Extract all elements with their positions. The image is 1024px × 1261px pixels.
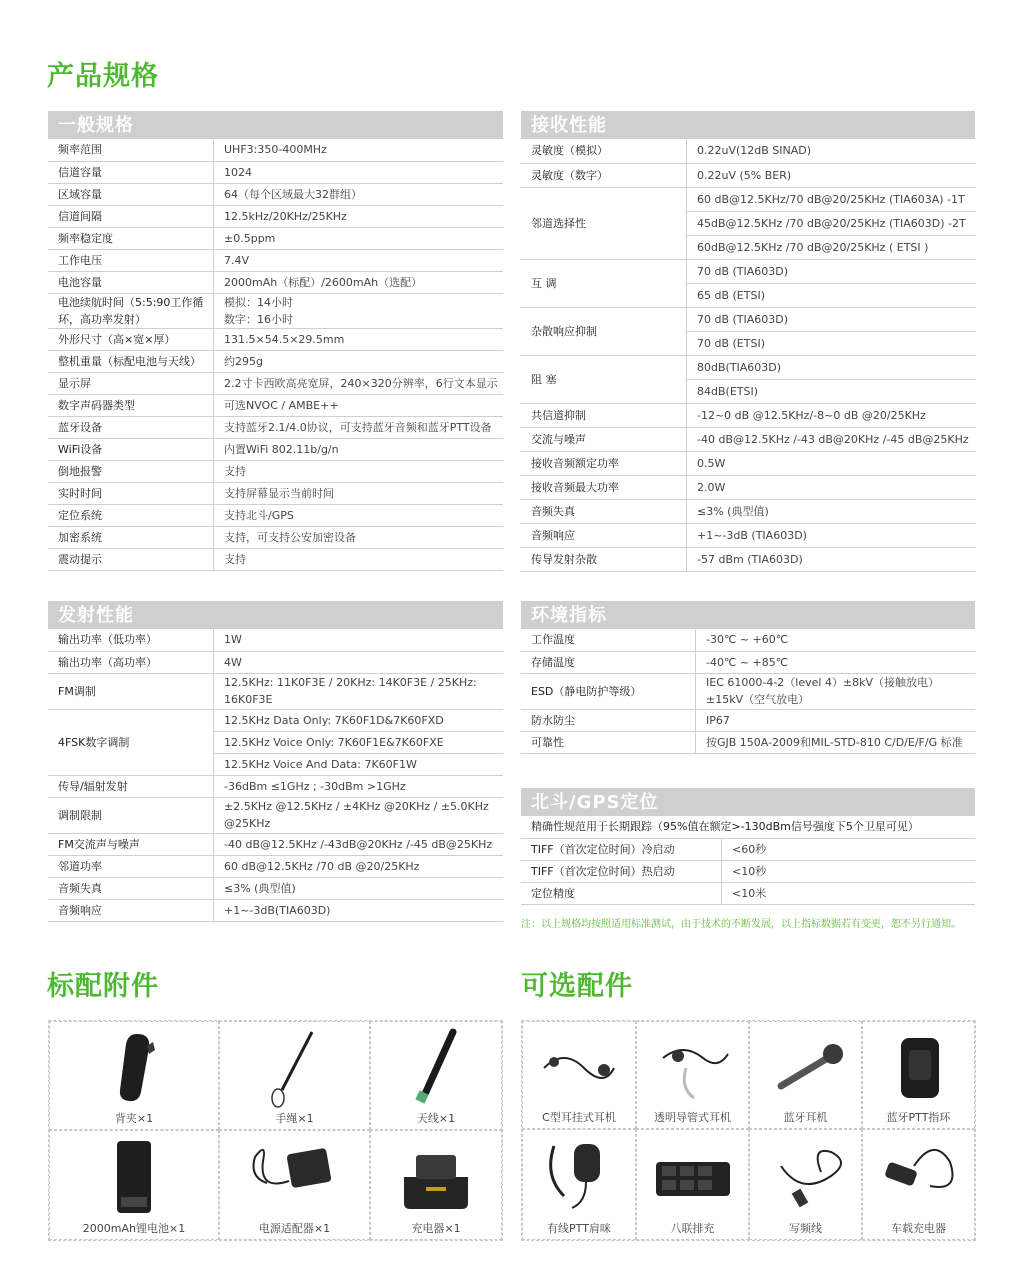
spec-label: 频率稳定度 (48, 227, 214, 249)
accessory-battery (49, 1130, 219, 1240)
spec-row (48, 855, 503, 877)
transmit-spec-section (48, 601, 503, 922)
general-spec-heading: 一般规格 (48, 111, 503, 139)
spec-label: 调制限制 (48, 797, 214, 833)
spec-row (48, 899, 503, 921)
spec-label: 信道间隔 (48, 205, 214, 227)
spec-value: ±0.5ppm (214, 227, 504, 249)
spec-row (521, 355, 975, 379)
spec-value: 支持屏幕显示当前时间 (214, 482, 504, 504)
spec-value: 2.2寸卡西欧高亮宽屏，240×320分辨率，6行文本显示 (214, 372, 504, 394)
spec-value: 内置WiFi 802.11b/g/n (214, 438, 504, 460)
spec-value: 1024 (214, 161, 504, 183)
spec-row (521, 651, 975, 673)
spec-value: -30℃ ~ +60℃ (696, 629, 976, 651)
spec-value: -40 dB@12.5KHz /-43 dB@20KHz /-45 dB@25KHz (687, 427, 976, 451)
spec-label: 输出功率（低功率） (48, 629, 214, 651)
optional-programming-cable (749, 1129, 862, 1240)
spec-label: 阻 塞 (521, 355, 687, 403)
accessory-antenna (370, 1021, 502, 1130)
optional-tube-earphone (636, 1021, 749, 1129)
spec-row (48, 877, 503, 899)
spec-row (48, 673, 503, 709)
optional-shoulder-mic (522, 1129, 636, 1240)
belt-clip-icon (99, 1028, 169, 1108)
spec-label: 杂散响应抑制 (521, 307, 687, 355)
spec-value: 1W (214, 629, 504, 651)
spec-row (48, 249, 503, 271)
spec-row (521, 860, 975, 882)
spec-label: 邻道功率 (48, 855, 214, 877)
spec-row (48, 526, 503, 548)
accessory-label: 有线PTT肩咪 (547, 1222, 611, 1235)
spec-value: +1~-3dB (TIA603D) (687, 523, 976, 547)
spec-label: 4FSK数字调制 (48, 709, 214, 775)
spec-value: 70 dB (ETSI) (687, 331, 976, 355)
accessory-label: 2000mAh锂电池×1 (82, 1222, 186, 1235)
spec-row (48, 548, 503, 570)
car-charger-icon (874, 1136, 964, 1216)
spec-label: 灵敏度（数字） (521, 163, 687, 187)
optional-bluetooth-headset (749, 1021, 862, 1129)
spec-value: 12.5KHz Voice And Data: 7K60F1W (214, 753, 504, 775)
standard-accessories-title: 标配附件 (47, 971, 159, 1002)
environment-spec-heading: 环境指标 (521, 601, 975, 629)
spec-label: 音频响应 (521, 523, 687, 547)
spec-value: -40 dB@12.5KHz /-43dB@20KHz /-45 dB@25KHz (214, 833, 504, 855)
spec-value: 4W (214, 651, 504, 673)
spec-row (48, 183, 503, 205)
spec-label: TIFF（首次定位时间）热启动 (521, 860, 722, 882)
spec-label: 工作电压 (48, 249, 214, 271)
spec-value: 65 dB (ETSI) (687, 283, 976, 307)
spec-label: 实时时间 (48, 482, 214, 504)
spec-value: 60 dB@12.5KHz /70 dB @20/25KHz (214, 855, 504, 877)
spec-row (48, 328, 503, 350)
spec-label: 邻道选择性 (521, 187, 687, 259)
spec-value: 0.5W (687, 451, 976, 475)
spec-row (48, 709, 503, 731)
footnote: 注：以上规格均按照适用标准测试，由于技术的不断发展，以上指标数据若有变更，恕不另行通知。 (521, 919, 961, 930)
spec-value: 模拟：14小时 数字：16小时 (214, 293, 504, 328)
hand-strap-icon (260, 1028, 330, 1108)
accessory-label: 蓝牙耳机 (783, 1111, 828, 1124)
spec-value: 约295g (214, 350, 504, 372)
spec-value: IP67 (696, 709, 976, 731)
spec-value: 支持蓝牙2.1/4.0协议，可支持蓝牙音频和蓝牙PTT设备 (214, 416, 504, 438)
spec-row (48, 504, 503, 526)
spec-label: 整机重量（标配电池与天线） (48, 350, 214, 372)
spec-label: 数字声码器类型 (48, 394, 214, 416)
spec-value: 0.22uV(12dB SINAD) (687, 139, 976, 163)
spec-row (48, 629, 503, 651)
spec-row (521, 139, 975, 163)
spec-value: ±2.5KHz @12.5KHz / ±4KHz @20KHz / ±5.0KHz @25KHz (214, 797, 504, 833)
accessory-label: 八联排充 (670, 1222, 715, 1235)
spec-row (48, 394, 503, 416)
spec-row (48, 227, 503, 249)
optional-multi-charger (636, 1129, 749, 1240)
spec-value: <10秒 (722, 860, 976, 882)
spec-value: UHF3:350-400MHz (214, 139, 504, 161)
spec-row (521, 731, 975, 753)
spec-value: 80dB(TIA603D) (687, 355, 976, 379)
spec-value: 支持 (214, 548, 504, 570)
spec-label: 可靠性 (521, 731, 696, 753)
spec-row (48, 833, 503, 855)
shoulder-mic-icon (534, 1136, 624, 1216)
spec-row (48, 438, 503, 460)
spec-row (521, 451, 975, 475)
spec-label: WiFi设备 (48, 438, 214, 460)
accessory-power-adapter (219, 1130, 370, 1240)
optional-bluetooth-ptt-ring (862, 1021, 975, 1129)
page-title: 产品规格 (47, 61, 159, 92)
spec-value: 0.22uV (5% BER) (687, 163, 976, 187)
spec-label: 传导发射杂散 (521, 547, 687, 571)
accessory-belt-clip (49, 1021, 219, 1130)
environment-spec-table (521, 629, 975, 754)
spec-value: 12.5kHz/20KHz/25KHz (214, 205, 504, 227)
spec-value: 按GJB 150A-2009和MIL-STD-810 C/D/E/F/G 标准 (696, 731, 976, 753)
spec-row (48, 482, 503, 504)
multi-charger-icon (648, 1136, 738, 1216)
spec-value: 64（每个区域最大32群组） (214, 183, 504, 205)
spec-label: FM调制 (48, 673, 214, 709)
bluetooth-headset-icon (761, 1028, 851, 1108)
spec-row (48, 651, 503, 673)
spec-label: TIFF（首次定位时间）冷启动 (521, 838, 722, 860)
spec-row (521, 187, 975, 211)
accessory-charger (370, 1130, 502, 1240)
spec-row (48, 416, 503, 438)
accessory-label: 天线×1 (416, 1112, 456, 1125)
spec-value: 支持 (214, 460, 504, 482)
optional-ear-hook-earphone (522, 1021, 636, 1129)
spec-value: IEC 61000-4-2（level 4）±8kV（接触放电） ±15kV（空气放电） (696, 673, 976, 709)
spec-label: 蓝牙设备 (48, 416, 214, 438)
transmit-spec-heading: 发射性能 (48, 601, 503, 629)
spec-row (521, 709, 975, 731)
spec-row (48, 293, 503, 328)
battery-icon (99, 1137, 169, 1217)
accessory-label: 背夹×1 (114, 1112, 154, 1125)
spec-row (521, 547, 975, 571)
spec-value: -12~0 dB @12.5KHz/-8~0 dB @20/25KHz (687, 403, 976, 427)
spec-value: ≤3% (典型值) (214, 877, 504, 899)
spec-row (521, 673, 975, 709)
spec-row (48, 271, 503, 293)
spec-label: 传导/辐射发射 (48, 775, 214, 797)
spec-row (521, 307, 975, 331)
spec-row (521, 403, 975, 427)
gps-spec-section (521, 788, 975, 905)
spec-value: -40℃ ~ +85℃ (696, 651, 976, 673)
receive-spec-table (521, 139, 975, 572)
spec-label: 交流与噪声 (521, 427, 687, 451)
accessory-hand-strap (219, 1021, 370, 1130)
spec-row (48, 350, 503, 372)
spec-label: 信道容量 (48, 161, 214, 183)
spec-label: 区域容量 (48, 183, 214, 205)
spec-row (521, 475, 975, 499)
spec-value: 45dB@12.5KHz /70 dB@20/25KHz (TIA603D) -2T (687, 211, 976, 235)
spec-value: -36dBm ≤1GHz ; -30dBm >1GHz (214, 775, 504, 797)
transmit-spec-table (48, 629, 503, 922)
spec-label: 电池容量 (48, 271, 214, 293)
spec-value: 可选NVOC / AMBE++ (214, 394, 504, 416)
accessory-label: 写频线 (789, 1222, 822, 1235)
spec-value: 2000mAh（标配）/2600mAh（选配） (214, 271, 504, 293)
spec-label: 倒地报警 (48, 460, 214, 482)
spec-row (521, 838, 975, 860)
spec-label: 外形尺寸（高×宽×厚） (48, 328, 214, 350)
spec-label: 互 调 (521, 259, 687, 307)
spec-label: 频率范围 (48, 139, 214, 161)
programming-cable-icon (761, 1136, 851, 1216)
spec-label: 音频响应 (48, 899, 214, 921)
spec-label: 震动提示 (48, 548, 214, 570)
spec-row (521, 629, 975, 651)
spec-label: 接收音频最大功率 (521, 475, 687, 499)
optional-accessories-title: 可选配件 (521, 971, 633, 1002)
spec-label: 定位系统 (48, 504, 214, 526)
spec-value: 70 dB (TIA603D) (687, 259, 976, 283)
spec-value: 7.4V (214, 249, 504, 271)
spec-row (48, 372, 503, 394)
spec-value: 60 dB@12.5KHz/70 dB@20/25KHz (TIA603A) -1T (687, 187, 976, 211)
spec-value: 2.0W (687, 475, 976, 499)
tube-earphone-icon (648, 1028, 738, 1108)
spec-label: FM交流声与噪声 (48, 833, 214, 855)
spec-value: -57 dBm (TIA603D) (687, 547, 976, 571)
spec-value: 12.5KHz Data Only: 7K60F1D&7K60FXD (214, 709, 504, 731)
spec-label: 定位精度 (521, 882, 722, 904)
receive-spec-section (521, 111, 975, 572)
accessory-label: C型耳挂式耳机 (542, 1111, 616, 1124)
spec-value: 131.5×54.5×29.5mm (214, 328, 504, 350)
spec-label: 电池续航时间（5:5:90工作循环，高功率发射） (48, 293, 214, 328)
accessory-label: 蓝牙PTT指环 (886, 1111, 951, 1124)
spec-row (521, 427, 975, 451)
accessory-label: 电源适配器×1 (258, 1222, 331, 1235)
spec-label: 防水防尘 (521, 709, 696, 731)
spec-label: 工作温度 (521, 629, 696, 651)
environment-spec-section (521, 601, 975, 754)
spec-label: 接收音频额定功率 (521, 451, 687, 475)
charger-icon (396, 1137, 476, 1217)
spec-value: <60秒 (722, 838, 976, 860)
spec-value: 支持，可支持公安加密设备 (214, 526, 504, 548)
spec-label: 音频失真 (521, 499, 687, 523)
spec-label: 灵敏度（模拟） (521, 139, 687, 163)
spec-value: <10米 (722, 882, 976, 904)
optional-accessories-grid (521, 1020, 976, 1241)
spec-row (521, 499, 975, 523)
spec-label: 存储温度 (521, 651, 696, 673)
receive-spec-heading: 接收性能 (521, 111, 975, 139)
spec-value: 12.5KHz: 11K0F3E / 20KHz: 14K0F3E / 25KHz: 16K0F3E (214, 673, 504, 709)
standard-accessories-grid (48, 1020, 503, 1241)
general-spec-table (48, 139, 503, 571)
optional-car-charger (862, 1129, 975, 1240)
bluetooth-ptt-ring-icon (879, 1028, 959, 1108)
spec-row (521, 163, 975, 187)
spec-label: 显示屏 (48, 372, 214, 394)
antenna-icon (401, 1028, 471, 1108)
spec-value: 支持北斗/GPS (214, 504, 504, 526)
ear-hook-earphone-icon (534, 1028, 624, 1108)
spec-value: 70 dB (TIA603D) (687, 307, 976, 331)
spec-value: 60dB@12.5KHz /70 dB@20/25KHz ( ETSI ) (687, 235, 976, 259)
spec-label: ESD（静电防护等级） (521, 673, 696, 709)
gps-accuracy-note: 精确性规范用于长期跟踪（95%值在额定>-130dBm信号强度下5个卫星可见） (521, 816, 975, 838)
spec-row (521, 259, 975, 283)
spec-row (48, 205, 503, 227)
accessory-label: 透明导管式耳机 (654, 1111, 731, 1124)
accessory-label: 车载充电器 (891, 1222, 946, 1235)
spec-label: 输出功率（高功率） (48, 651, 214, 673)
general-spec-section (48, 111, 503, 571)
spec-label: 音频失真 (48, 877, 214, 899)
spec-value: +1~-3dB(TIA603D) (214, 899, 504, 921)
spec-row (521, 523, 975, 547)
spec-value: 12.5KHz Voice Only: 7K60F1E&7K60FXE (214, 731, 504, 753)
spec-row (48, 161, 503, 183)
spec-label: 加密系统 (48, 526, 214, 548)
spec-value: 84dB(ETSI) (687, 379, 976, 403)
spec-value: ≤3% (典型值) (687, 499, 976, 523)
spec-row (521, 882, 975, 904)
spec-row (48, 775, 503, 797)
accessory-label: 充电器×1 (411, 1222, 461, 1235)
spec-row (48, 139, 503, 161)
accessory-label: 手绳×1 (275, 1112, 314, 1125)
power-adapter-icon (245, 1137, 345, 1217)
spec-label: 共信道抑制 (521, 403, 687, 427)
gps-spec-heading: 北斗/GPS定位 (521, 788, 975, 816)
spec-row (48, 797, 503, 833)
gps-spec-table (521, 816, 975, 905)
spec-row (48, 460, 503, 482)
